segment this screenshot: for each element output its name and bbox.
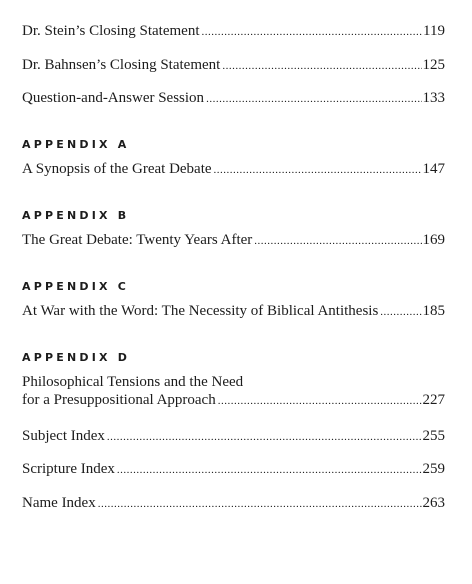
toc-entry-page: 263 (422, 495, 445, 511)
toc-entry-title: A Synopsis of the Great Debate (22, 161, 212, 177)
toc-entry-page: 147 (422, 161, 445, 177)
toc-entry-page: 185 (422, 303, 445, 319)
toc-entry-subject-index[interactable] (22, 427, 445, 445)
dot-leader (218, 391, 422, 409)
toc-entry-page: 169 (422, 232, 445, 248)
dot-leader (380, 302, 421, 320)
dot-leader (107, 427, 422, 445)
appendix-d-heading: APPENDIX D (22, 351, 131, 364)
toc-entry-page: 227 (422, 392, 445, 408)
toc-entry-name-index[interactable] (22, 494, 445, 512)
toc-entry-appendix-c[interactable] (22, 302, 445, 320)
toc-entry-title: The Great Debate: Twenty Years After (22, 232, 253, 248)
toc-entry-scripture-index[interactable] (22, 460, 445, 478)
toc-entry-title: Question-and-Answer Session (22, 90, 205, 106)
toc-entry-page: 119 (423, 23, 445, 39)
toc-entry-appendix-a[interactable] (22, 160, 445, 178)
toc-entry-page: 125 (422, 57, 445, 73)
dot-leader (214, 160, 422, 178)
toc-entry-title: Name Index (22, 495, 96, 511)
dot-leader (222, 56, 421, 74)
toc-entry-title-line2: for a Presuppositional Approach (22, 392, 216, 408)
toc-entry-page: 133 (422, 90, 445, 106)
toc-entry-appendix-b[interactable] (22, 231, 445, 249)
dot-leader (117, 460, 422, 478)
toc-entry-title: Subject Index (22, 428, 105, 444)
toc-entry-bahnsen-closing[interactable] (22, 56, 445, 74)
toc-entry-page: 259 (422, 461, 445, 477)
appendix-b-heading: APPENDIX B (22, 209, 130, 222)
appendix-a-heading: APPENDIX A (22, 138, 130, 151)
toc-entry-title: At War with the Word: The Necessity of Biblical Antithesis (22, 303, 379, 319)
toc-entry-appendix-d[interactable] (22, 373, 445, 409)
dot-leader (98, 494, 422, 512)
toc-entry-title: Dr. Stein’s Closing Statement (22, 23, 200, 39)
toc-entry-qa-session[interactable] (22, 89, 445, 107)
toc-entry-page: 255 (422, 428, 445, 444)
toc-entry-title: Dr. Bahnsen’s Closing Statement (22, 57, 221, 73)
toc-entry-stein-closing[interactable] (22, 22, 445, 40)
dot-leader (202, 22, 423, 40)
appendix-c-heading: APPENDIX C (22, 280, 129, 293)
toc-entry-title: Scripture Index (22, 461, 115, 477)
toc-entry-title-line1: Philosophical Tensions and the Need (22, 374, 244, 390)
dot-leader (254, 231, 421, 249)
dot-leader (206, 89, 421, 107)
